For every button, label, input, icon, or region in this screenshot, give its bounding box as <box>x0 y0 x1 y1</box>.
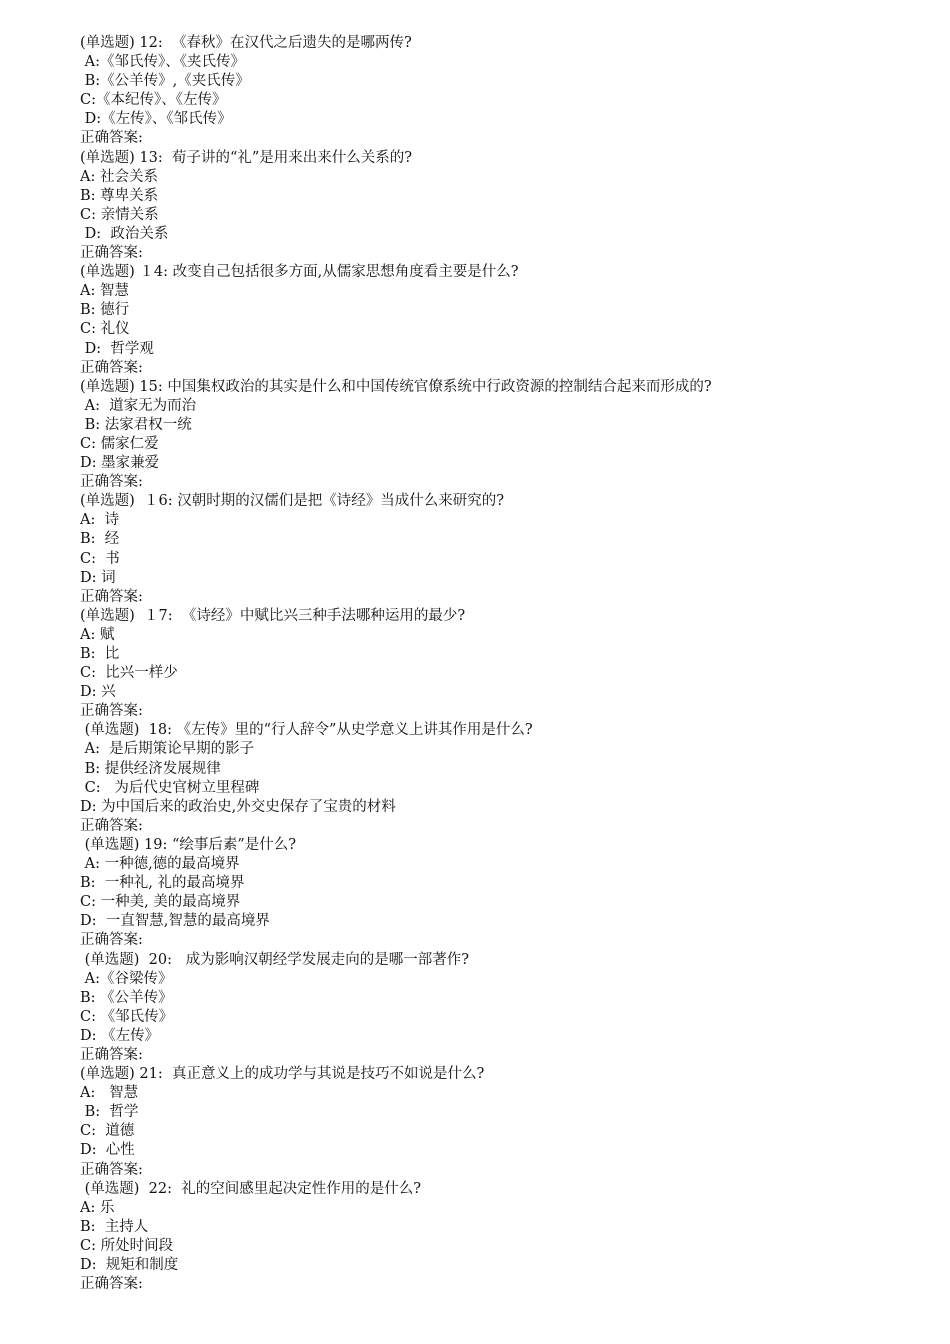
question-option: D: 一直智慧,智慧的最高境界 <box>80 913 270 930</box>
question-option: C: 礼仪 <box>80 321 130 338</box>
question-option: A: 一种德,德的最高境界 <box>80 856 240 873</box>
question-option: B: 主持人 <box>80 1218 149 1235</box>
question-option: D: 墨家兼爱 <box>80 455 160 472</box>
question-block <box>80 34 890 149</box>
answer-label: 正确答案: <box>80 1161 143 1178</box>
question-option: B: 法家君权一统 <box>80 416 192 433</box>
question-block <box>80 378 890 493</box>
question-header: (单选题) １7: 《诗经》中赋比兴三种手法哪种运用的最少? <box>80 607 466 624</box>
answer-label: 正确答案: <box>80 588 143 605</box>
question-block <box>80 951 890 1066</box>
answer-label: 正确答案: <box>80 245 143 262</box>
question-option: D: 政治关系 <box>80 225 169 242</box>
answer-label: 正确答案: <box>80 130 143 147</box>
question-option: B: 尊卑关系 <box>80 187 159 204</box>
question-block <box>80 263 890 378</box>
question-header: (单选题) 22: 礼的空间感里起决定性作用的是什么? <box>80 1180 421 1197</box>
question-option: D: 为中国后来的政治史,外交史保存了宝贵的材料 <box>80 798 396 815</box>
question-option: D: 哲学观 <box>80 340 154 357</box>
question-option: A: 诗 <box>80 512 120 529</box>
question-header: (单选题) 13: 荀子讲的“礼”是用来出来什么关系的? <box>80 149 413 166</box>
question-option: B: 提供经济发展规律 <box>80 760 221 777</box>
question-option: C: 所处时间段 <box>80 1237 174 1254</box>
answer-label: 正确答案: <box>80 817 143 834</box>
answer-label: 正确答案: <box>80 359 143 376</box>
answer-label: 正确答案: <box>80 474 143 491</box>
question-option: A: 社会关系 <box>80 168 158 185</box>
question-option: B: 一种礼, 礼的最高境界 <box>80 875 245 892</box>
question-option: C: 比兴一样少 <box>80 665 178 682</box>
question-option: B: 《公羊传》 <box>80 989 173 1006</box>
question-option: A: 是后期策论早期的影子 <box>80 741 255 758</box>
question-option: B: 德行 <box>80 302 130 319</box>
question-block <box>80 1065 890 1180</box>
question-option: A: 道家无为而治 <box>80 397 197 414</box>
question-header: (单选题) 12: 《春秋》在汉代之后遗失的是哪两传? <box>80 35 412 51</box>
question-option: C: 一种美, 美的最高境界 <box>80 894 241 911</box>
question-option: B: 哲学 <box>80 1104 139 1121</box>
question-block <box>80 149 890 264</box>
question-option: B: 经 <box>80 531 120 548</box>
question-block <box>80 721 890 836</box>
question-header: (单选题) １6: 汉朝时期的汉儒们是把《诗经》当成什么来研究的? <box>80 493 505 510</box>
question-option: A: 赋 <box>80 626 115 643</box>
question-option: C:《本纪传》、《左传》 <box>80 92 227 109</box>
question-header: (单选题) 15: 中国集权政治的其实是什么和中国传统官僚系统中行政资源的控制结合起来而形成的? <box>80 378 712 395</box>
question-block <box>80 492 890 607</box>
question-option: C: 儒家仁爱 <box>80 435 159 452</box>
question-option: D: 心性 <box>80 1142 135 1159</box>
question-block <box>80 607 890 722</box>
question-option: A: 智慧 <box>80 283 129 300</box>
question-option: C: 为后代史官树立里程碑 <box>80 779 260 796</box>
question-option: A: 乐 <box>80 1199 115 1216</box>
question-option: B:《公羊传》,《夹氏传》 <box>80 73 250 90</box>
question-option: C: 道德 <box>80 1123 135 1140</box>
question-option: A:《邹氏传》、《夹氏传》 <box>80 54 245 71</box>
question-option: D: 《左传》 <box>80 1027 160 1044</box>
answer-label: 正确答案: <box>80 1046 143 1063</box>
question-header: (单选题) 18: 《左传》里的“行人辞令”从史学意义上讲其作用是什么? <box>80 722 533 739</box>
question-option: A: 智慧 <box>80 1085 139 1102</box>
question-block <box>80 1180 890 1295</box>
question-option: C: 亲情关系 <box>80 206 159 223</box>
question-header: (单选题) 21: 真正意义上的成功学与其说是技巧不如说是什么? <box>80 1066 485 1083</box>
question-block <box>80 836 890 951</box>
question-option: B: 比 <box>80 646 120 662</box>
question-option: C: 书 <box>80 550 120 567</box>
question-header: (单选题) 20: 成为影响汉朝经学发展走向的是哪一部著作? <box>80 951 470 968</box>
answer-label: 正确答案: <box>80 703 143 720</box>
answer-label: 正确答案: <box>80 932 143 949</box>
question-option: A:《谷梁传》 <box>80 970 173 987</box>
question-option: D: 规矩和制度 <box>80 1257 179 1273</box>
question-option: C: 《邹氏传》 <box>80 1008 174 1025</box>
question-option: D: 兴 <box>80 684 116 701</box>
question-header: (单选题) 19: “绘事后素”是什么? <box>80 836 297 853</box>
question-option: D: 词 <box>80 569 116 586</box>
question-header: (单选题) １4: 改变自己包括很多方面,从儒家思想角度看主要是什么? <box>80 264 519 281</box>
answer-label: 正确答案: <box>80 1276 143 1293</box>
question-option: D:《左传》、《邹氏传》 <box>80 111 232 128</box>
